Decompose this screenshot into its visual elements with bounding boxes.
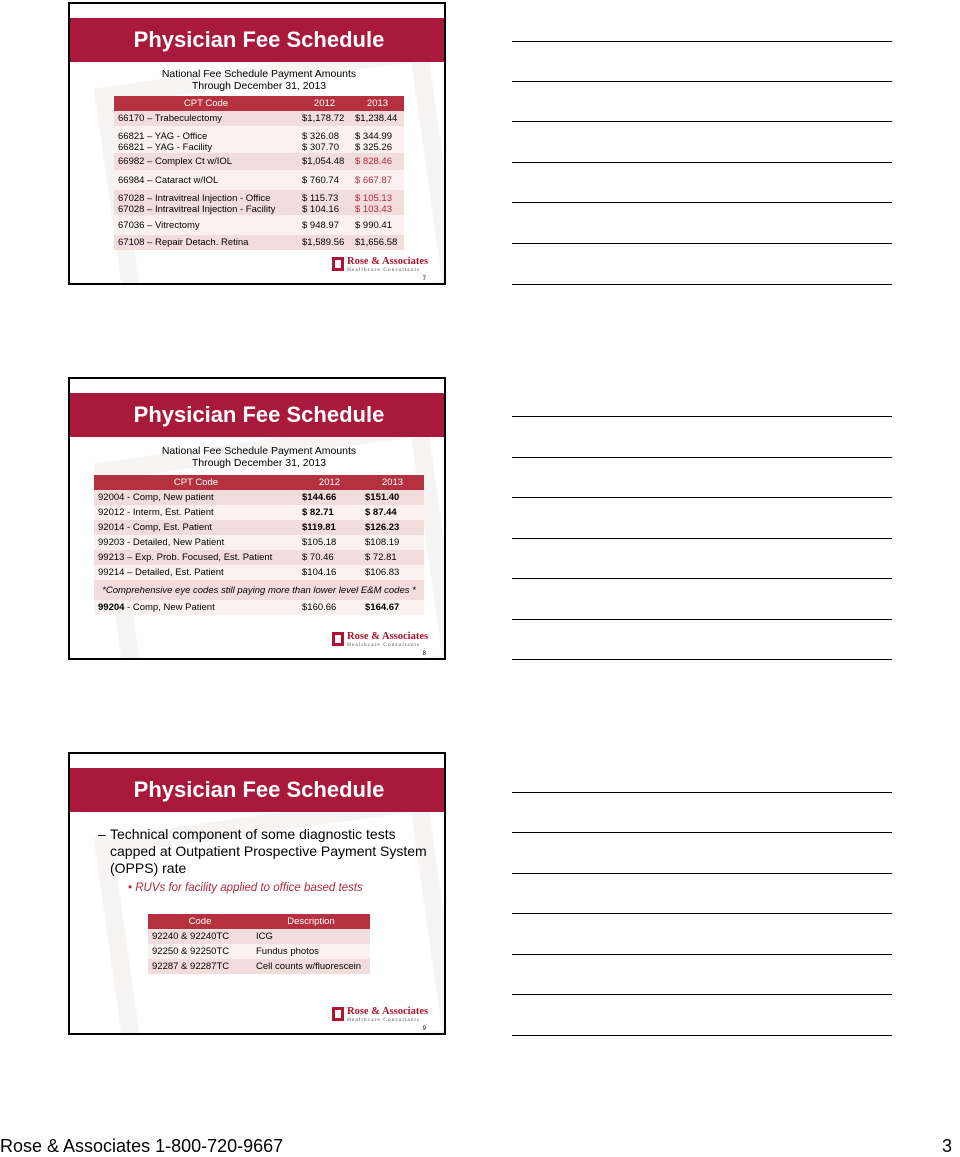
table-row: 99204 - Comp, New Patient $160.66 $164.67 [94, 600, 424, 615]
rose-associates-logo: Rose & Associates Healthcare Consultants [332, 631, 424, 649]
page-number: 3 [941, 1136, 952, 1156]
code-table: Code Description 92240 & 92240TC ICG 92250 & 92250TC Fundus photos 92287 & 92287TC Cell counts w/fluorescein [148, 914, 370, 974]
table-row: 92004 - Comp, New patient $144.66 $151.40 [94, 490, 424, 505]
table-row: 67108 – Repair Detach. Retina $1,589.56 $1,656.58 [114, 235, 404, 250]
rose-associates-logo: Rose & Associates Healthcare Consultants [332, 1006, 424, 1024]
sub-bullet-text: • RUVs for facility applied to office based tests [128, 882, 363, 894]
table-row: 92250 & 92250TC Fundus photos [148, 944, 370, 959]
slide-number: 8 [422, 651, 426, 657]
table-row: 67028 – Intravitreal Injection - Office $ 115.73 $ 105.13 [114, 190, 404, 204]
slide-subtitle: National Fee Schedule Payment Amounts Through December 31, 2013 [161, 445, 357, 469]
table-row: 92014 - Comp, Est. Patient $119.81 $126.23 [94, 520, 424, 535]
table-row: 66821 – YAG - Office $ 326.08 $ 344.99 [114, 131, 404, 142]
table-row: 66821 – YAG - Facility $ 307.70 $ 325.26 [114, 142, 404, 153]
slide-7 [68, 2, 446, 285]
table-row: 92240 & 92240TC ICG [148, 929, 370, 944]
slide-title: Physician Fee Schedule [70, 768, 446, 812]
footer-contact: Rose & Associates 1-800-720-9667 [0, 1136, 284, 1156]
rose-associates-logo: Rose & Associates Healthcare Consultants [332, 256, 424, 274]
table-row: 99213 – Exp. Prob. Focused, Est. Patient $ 70.46 $ 72.81 [94, 550, 424, 565]
bullet-text: – Technical component of some diagnostic tests capped at Outpatient Prospective Payment System (OPPS) rate [98, 826, 427, 876]
table-row: 99214 – Detailed, Est. Patient $104.16 $106.83 [94, 565, 424, 580]
slide-8 [68, 377, 446, 660]
table-row: 66984 – Cataract w/IOL $ 760.74 $ 667.87 [114, 170, 404, 190]
fee-table: CPT Code 2012 2013 92004 - Comp, New patient $144.66 $151.40 92012 - Interm, Est. Patient $ 82.71 $ 87.44 92014 - Comp, Est. Patient $119.81 $126.23 99203 - Detailed, New Patient $105.18 $108.19 99213 – Exp. Prob. Focused, Est. Patient $ 70.46 $ 72.81 99214 – Detailed, Est. Patient $104.16 $106.83 *Comprehensive eye codes still paying more than lower level E&M codes * 99204 - Comp, New Patient $160.66 $164.67 [94, 475, 424, 615]
table-note-row: *Comprehensive eye codes still paying more than lower level E&M codes * [94, 580, 424, 600]
slide-9 [68, 752, 446, 1035]
table-row: 99203 - Detailed, New Patient $105.18 $108.19 [94, 535, 424, 550]
table-row: 92012 - Interm, Est. Patient $ 82.71 $ 87.44 [94, 505, 424, 520]
table-row: 67036 – Vitrectomy $ 948.97 $ 990.41 [114, 215, 404, 235]
table-row: 66982 – Complex Ct w/IOL $1,054.48 $ 828.46 [114, 153, 404, 170]
slide-number: 7 [422, 276, 426, 282]
table-row: 92287 & 92287TC Cell counts w/fluorescein [148, 959, 370, 974]
slide-subtitle: National Fee Schedule Payment Amounts Through December 31, 2013 [161, 68, 357, 92]
table-row: 67028 – Intravitreal Injection - Facility $ 104.16 $ 103.43 [114, 204, 404, 215]
slide-number: 9 [422, 1026, 426, 1032]
slide-title: Physician Fee Schedule [70, 393, 446, 437]
slide-title: Physician Fee Schedule [70, 18, 446, 62]
fee-table: CPT Code 2012 2013 66170 – Trabeculectomy $1,178.72 $1,238.44 66821 – YAG - Office $ 326.08 $ 344.99 66821 – YAG - Facility $ 307.70 $ 325.26 66982 – Complex Ct w/IOL $1,054.48 $ 828.46 66984 – Cataract w/IOL $ 760.74 $ 667.87 67028 – Intravitreal Injection - Office $ 115.73 $ 105.13 67028 – Intravitreal Injection - Facility $ 104.16 $ 103.43 67036 – Vitrectomy $ 948.97 $ 990.41 67108 – Repair Detach. Retina $1,589.56 $1,656.58 [114, 96, 404, 250]
table-row: 66170 – Trabeculectomy $1,178.72 $1,238.44 [114, 111, 404, 126]
